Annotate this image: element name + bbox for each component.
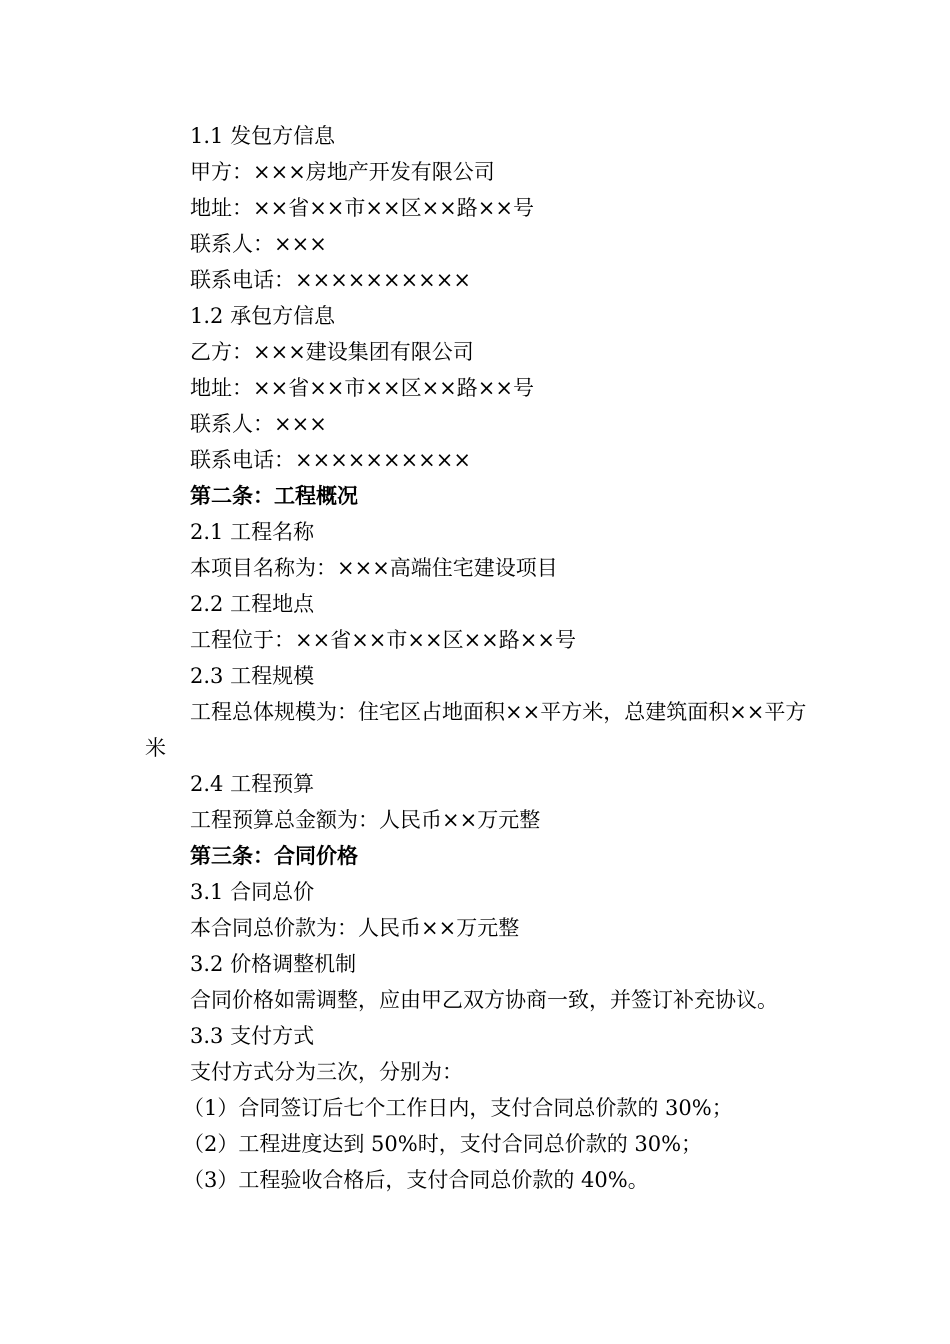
payment-method-text: 支付方式分为三次，分别为：: [190, 1060, 463, 1084]
document-body: [145, 118, 825, 1198]
payment-item-2: （2）工程进度达到 50%时，支付合同总价款的 30%；: [183, 1132, 703, 1156]
payment-item-3: （3）工程验收合格后，支付合同总价款的 40%。: [183, 1168, 649, 1192]
project-budget-text: 工程预算总金额为：人民币××万元整: [190, 808, 541, 832]
section-2-4-title: 2.4 工程预算: [190, 772, 315, 796]
section-2-3-title: 2.3 工程规模: [190, 664, 315, 688]
contract-total-text: 本合同总价款为：人民币××万元整: [190, 916, 520, 940]
party-b-phone: 联系电话：××××××××××: [190, 448, 471, 472]
section-3-2-title: 3.2 价格调整机制: [190, 952, 357, 976]
payment-item-1: （1）合同签订后七个工作日内，支付合同总价款的 30%；: [183, 1096, 733, 1120]
project-location-text: 工程位于：××省××市××区××路××号: [190, 628, 576, 652]
party-a-address: 地址：××省××市××区××路××号: [190, 196, 534, 220]
section-1-1-title: 1.1 发包方信息: [190, 124, 336, 148]
section-2-2-title: 2.2 工程地点: [190, 592, 315, 616]
party-a-contact: 联系人：×××: [190, 232, 327, 256]
party-a-phone: 联系电话：××××××××××: [190, 268, 471, 292]
section-2-1-title: 2.1 工程名称: [190, 520, 315, 544]
party-b-address: 地址：××省××市××区××路××号: [190, 376, 534, 400]
price-adjustment-text: 合同价格如需调整，应由甲乙双方协商一致，并签订补充协议。: [190, 988, 778, 1012]
section-3-1-title: 3.1 合同总价: [190, 880, 315, 904]
party-b-name: 乙方：×××建设集团有限公司: [190, 340, 474, 364]
article-2-heading: 第二条：工程概况: [190, 484, 358, 508]
article-3-heading: 第三条：合同价格: [190, 844, 358, 868]
party-b-contact: 联系人：×××: [190, 412, 327, 436]
section-3-3-title: 3.3 支付方式: [190, 1024, 315, 1048]
project-scale-text: 工程总体规模为：住宅区占地面积××平方米，总建筑面积××平方米: [145, 700, 807, 760]
party-a-name: 甲方：×××房地产开发有限公司: [190, 160, 495, 184]
section-1-2-title: 1.2 承包方信息: [190, 304, 336, 328]
project-name-text: 本项目名称为：×××高端住宅建设项目: [190, 556, 558, 580]
